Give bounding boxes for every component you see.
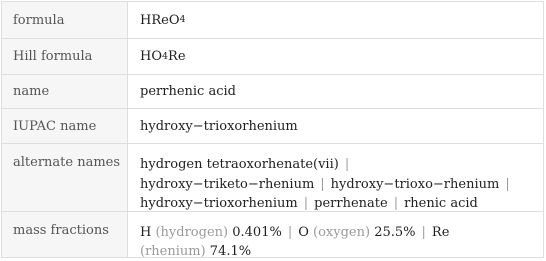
row-label: formula bbox=[2, 2, 128, 38]
element-name: (rhenium) bbox=[140, 244, 206, 259]
separator: | bbox=[421, 225, 426, 240]
element-name: (oxygen) bbox=[313, 225, 371, 240]
separator: | bbox=[393, 196, 399, 211]
alternate-names-line bbox=[140, 155, 535, 175]
row-label: Hill formula bbox=[2, 39, 128, 74]
separator: | bbox=[303, 196, 309, 211]
mass-fractions-value bbox=[128, 212, 543, 257]
row-label: name bbox=[2, 75, 128, 108]
formula-value: HReO 4 bbox=[140, 12, 186, 28]
element-name: (hydrogen) bbox=[155, 225, 229, 240]
table-row-hill-formula bbox=[2, 38, 543, 74]
table-row-iupac-name bbox=[2, 108, 543, 143]
hill-formula-value: HO 4 Re bbox=[140, 49, 186, 64]
element-percent: 0.401% bbox=[232, 225, 282, 240]
row-label: alternate names bbox=[2, 144, 128, 211]
table-row-mass-fractions bbox=[2, 211, 543, 257]
element-percent: 74.1% bbox=[209, 244, 252, 259]
separator: | bbox=[287, 225, 293, 240]
alternate-name: perrhenate bbox=[314, 196, 388, 211]
row-label: IUPAC name bbox=[2, 109, 128, 143]
element-percent: 25.5% bbox=[374, 225, 416, 240]
alternate-names-value bbox=[128, 144, 543, 211]
table-row-alternate-names bbox=[2, 143, 543, 211]
row-label: mass fractions bbox=[2, 212, 128, 257]
element-symbol: Re bbox=[431, 225, 450, 240]
mass-fractions-line bbox=[140, 242, 535, 261]
formula-main: HReO bbox=[140, 12, 180, 28]
alternate-names-line bbox=[140, 175, 535, 195]
hill-formula-part: HO bbox=[140, 49, 162, 64]
table-row-formula bbox=[2, 2, 543, 38]
alternate-name: hydroxy−trioxorhenium bbox=[140, 196, 298, 211]
alternate-name: rhenic acid bbox=[404, 196, 478, 211]
alternate-name: hydroxy−triketo−rhenium bbox=[140, 176, 315, 192]
hill-formula-part: Re bbox=[168, 49, 186, 64]
table-row-name bbox=[2, 74, 543, 108]
separator: | bbox=[320, 176, 325, 192]
element-symbol: O bbox=[298, 225, 309, 240]
mass-fractions-line bbox=[140, 223, 535, 242]
alternate-name: hydroxy−trioxo−rhenium bbox=[330, 176, 500, 192]
element-symbol: H bbox=[140, 225, 152, 240]
properties-table bbox=[1, 1, 544, 258]
name-value: perrhenic acid bbox=[140, 84, 236, 99]
alternate-name: hydrogen tetraoxorhenate(vii) bbox=[140, 157, 339, 172]
iupac-name-value: hydroxy−trioxorhenium bbox=[140, 118, 298, 134]
separator: | bbox=[344, 157, 350, 172]
separator: | bbox=[505, 176, 510, 192]
